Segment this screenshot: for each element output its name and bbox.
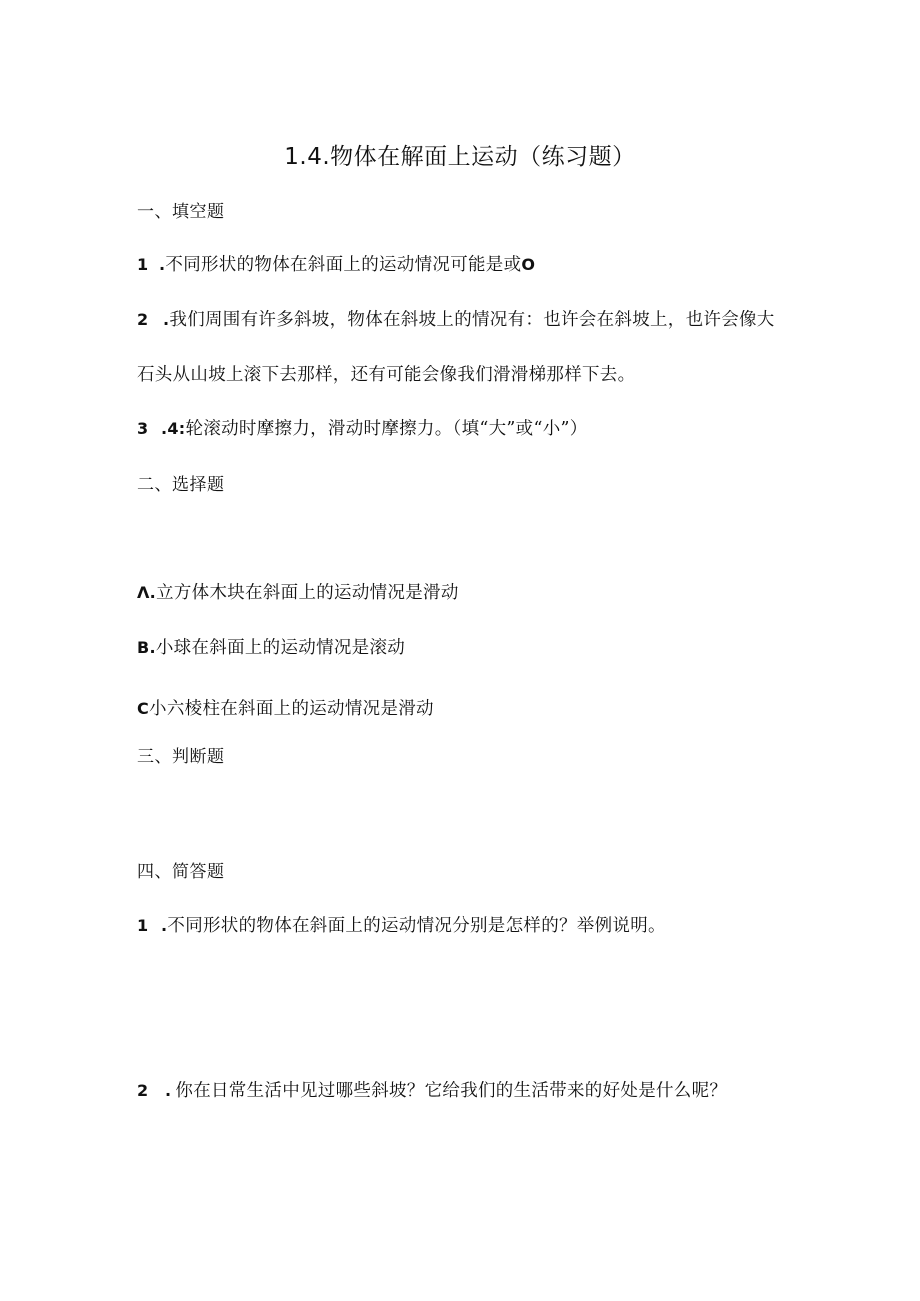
section-heading-short-answer: 四、简答题 <box>137 862 225 882</box>
question-dot: . <box>163 310 170 329</box>
document-title: 1.4.物体在解面上运动（练习题） <box>284 144 636 170</box>
choice-option-a <box>137 579 459 604</box>
question-text: 轮滚动时摩擦力，滑动时摩擦力。（填“大”或“小”） <box>185 419 588 439</box>
section-heading-choice: 二、选择题 <box>137 475 225 495</box>
choice-option-b <box>137 634 405 659</box>
option-text: 小球在斜面上的运动情况是滚动 <box>155 638 406 658</box>
question-number: 2 <box>137 310 149 329</box>
option-text: 立方体木块在斜面上的运动情况是滑动 <box>156 583 459 603</box>
question-number: 3 <box>137 419 149 438</box>
question-suffix: O <box>521 255 536 274</box>
choice-option-c <box>137 695 434 720</box>
question-number: 2 <box>137 1081 149 1100</box>
option-text: 小六棱柱在斜面上的运动情况是滑动 <box>149 699 434 719</box>
option-label: B. <box>137 638 156 657</box>
question-text: 你在日常生活中见过哪些斜坡？它给我们的生活带来的好处是什么呢？ <box>175 1081 728 1101</box>
fill-question-2-line-1 <box>137 306 775 331</box>
option-label: Λ. <box>137 583 157 602</box>
question-text: 我们周围有许多斜坡，物体在斜坡上的情况有：也许会在斜坡上，也许会像大 <box>169 310 775 330</box>
section-heading-fill-blank: 一、填空题 <box>137 202 225 222</box>
question-text: 不同形状的物体在斜面上的运动情况可能是或 <box>165 255 522 275</box>
question-dot: . <box>159 255 166 274</box>
question-number: 1 <box>137 916 149 935</box>
question-dot: .4: <box>161 419 186 438</box>
question-text: 不同形状的物体在斜面上的运动情况分别是怎样的？举例说明。 <box>167 916 666 936</box>
option-label: C <box>137 699 150 718</box>
question-number: 1 <box>137 255 149 274</box>
fill-question-1 <box>137 251 535 276</box>
short-answer-question-1 <box>137 912 666 937</box>
short-answer-question-2 <box>137 1077 727 1102</box>
fill-question-3 <box>137 415 588 440</box>
fill-question-2-line-2: 石头从山坡上滚下去那样，还有可能会像我们滑滑梯那样下去。 <box>137 365 636 385</box>
question-dot: . <box>165 1081 172 1100</box>
question-dot: . <box>161 916 168 935</box>
section-heading-judge: 三、判断题 <box>137 747 225 767</box>
